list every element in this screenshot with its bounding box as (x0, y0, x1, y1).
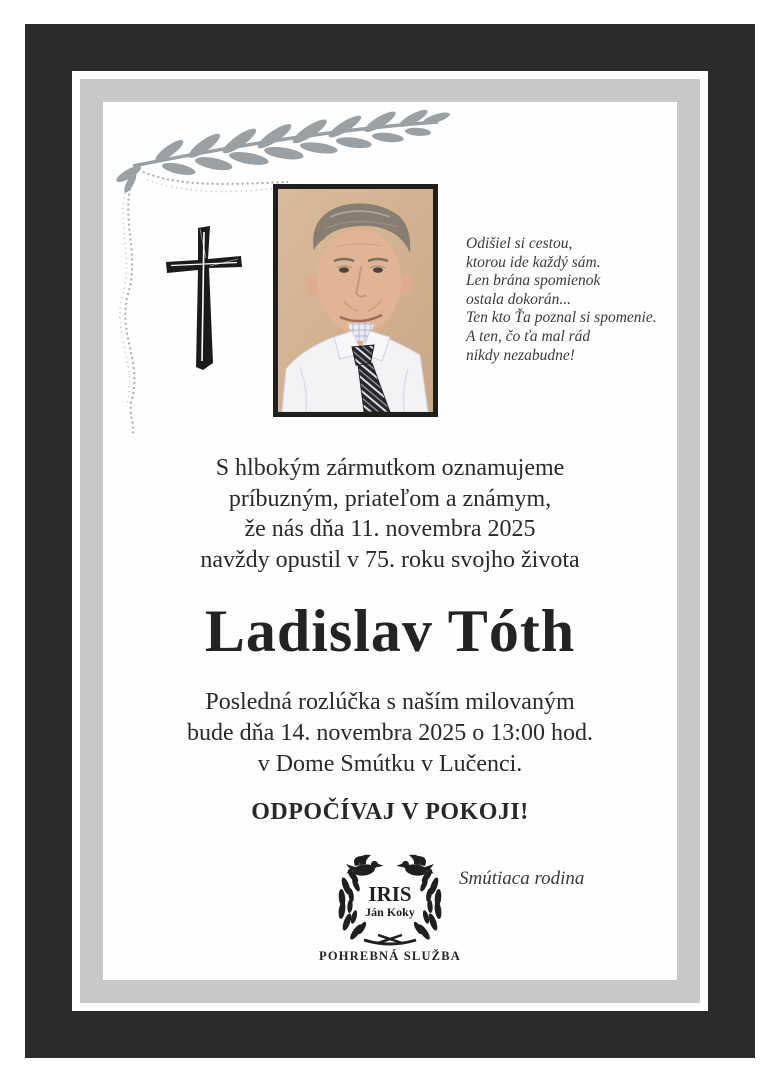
announcement-line: že nás dňa 11. novembra 2025 (244, 516, 536, 542)
rest-in-peace-text: ODPOČÍVAJ V POKOJI! (251, 799, 529, 825)
funeral-service-logo (315, 852, 465, 964)
announcement-line: príbuzným, priateľom a známym, (228, 485, 552, 512)
logo-owner-text: Ján Koky (365, 905, 415, 919)
poem-line: Ten kto Ťa poznal si spomenie. (466, 309, 657, 327)
announcement-line: S hlbokým zármutkom oznamujeme (215, 455, 565, 481)
announcement-line: navždy opustil v 75. roku svojho života (200, 546, 580, 573)
portrait-photo (273, 184, 438, 417)
deceased-name: Ladislav Tóth (204, 598, 576, 664)
cross-icon (165, 226, 243, 372)
inner-white-gap (72, 71, 708, 1011)
farewell-details (103, 687, 677, 780)
poem-line: ostala dokorán... (466, 290, 572, 308)
farewell-line: bude dňa 14. novembra 2025 o 13:00 hod. (187, 720, 593, 746)
silver-frame-band (80, 79, 700, 1003)
poem-line: A ten, čo ťa mal rád (466, 327, 591, 345)
farewell-line: v Dome Smútku v Lučenci. (257, 751, 523, 777)
poem-line: Len brána spomienok (466, 272, 601, 290)
poem-line: nikdy nezabudne! (466, 346, 575, 364)
outer-dark-frame (25, 24, 755, 1058)
portrait-illustration (278, 189, 433, 412)
farewell-line: Posledná rozlúčka s naším milovaným (205, 689, 575, 715)
poem-line: Odišiel si cestou, (466, 235, 573, 252)
poem-line: ktorou ide každý sám. (466, 253, 601, 271)
memorial-poem (466, 235, 686, 365)
mourning-family-signature: Smútiaca rodina (459, 868, 585, 889)
funeral-logo-graphic (328, 852, 452, 948)
logo-brand-text: IRIS (368, 882, 412, 906)
logo-tagline: POHREBNÁ SLUŽBA (319, 949, 461, 963)
card-content (103, 102, 677, 980)
announcement-text (103, 453, 677, 575)
